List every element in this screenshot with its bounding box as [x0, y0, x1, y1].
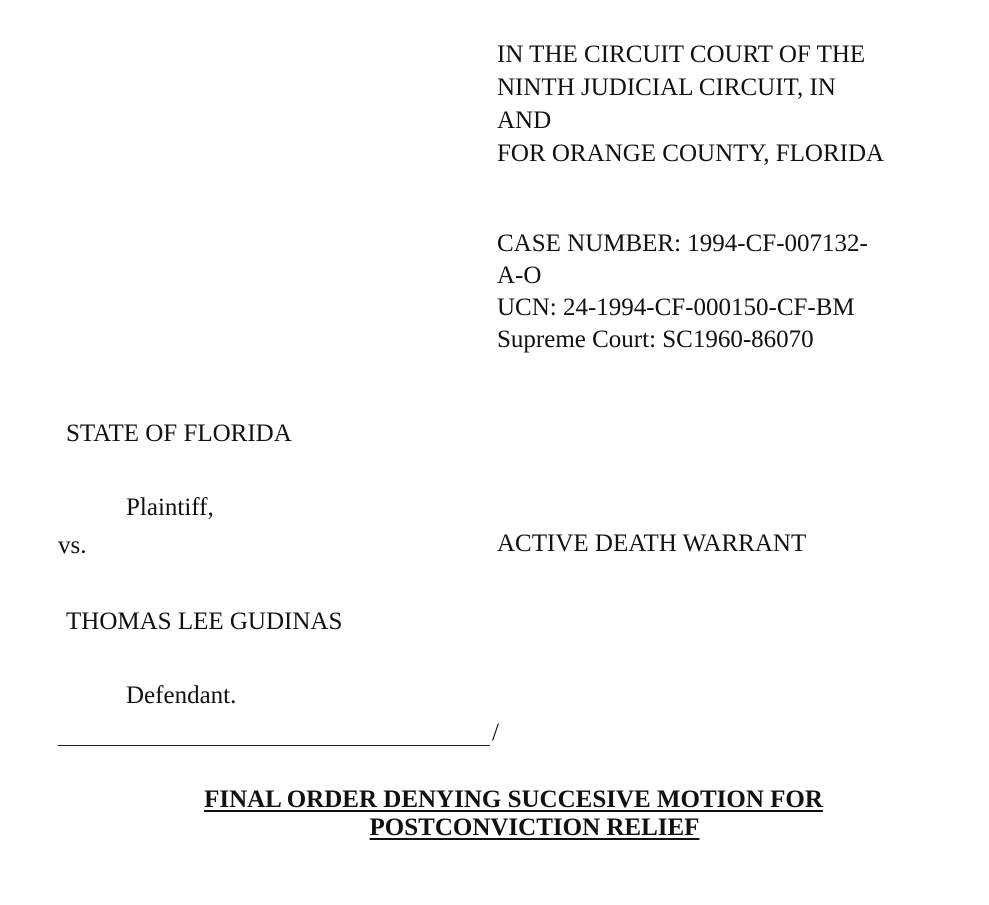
- defendant-role: Defendant.: [126, 682, 237, 709]
- plaintiff-role: Plaintiff,: [126, 494, 214, 521]
- supreme-court-number: Supreme Court: SC1960-86070: [497, 326, 814, 353]
- case-number-continued: A-O: [497, 262, 542, 289]
- ucn-number: UCN: 24-1994-CF-000150-CF-BM: [497, 294, 855, 321]
- order-title: [0, 786, 989, 842]
- court-caption: [497, 38, 884, 170]
- court-caption-line: IN THE CIRCUIT COURT OF THE: [497, 41, 866, 68]
- caption-line-end: /: [492, 719, 499, 746]
- warrant-status: ACTIVE DEATH WARRANT: [497, 530, 807, 557]
- court-caption-line: FOR ORANGE COUNTY, FLORIDA: [497, 140, 885, 167]
- case-number: CASE NUMBER: 1994-CF-007132-: [497, 230, 868, 257]
- plaintiff-name: STATE OF FLORIDA: [66, 420, 292, 447]
- court-caption-line: AND: [497, 107, 552, 134]
- court-caption-line: NINTH JUDICIAL CIRCUIT, IN: [497, 74, 836, 101]
- case-identifiers: [497, 228, 868, 356]
- order-title-line: POSTCONVICTION RELIEF: [369, 814, 700, 841]
- caption-divider-line: [58, 745, 490, 746]
- order-title-line: FINAL ORDER DENYING SUCCESIVE MOTION FOR: [204, 786, 823, 813]
- versus-label: vs.: [58, 532, 87, 559]
- defendant-name: THOMAS LEE GUDINAS: [66, 608, 343, 635]
